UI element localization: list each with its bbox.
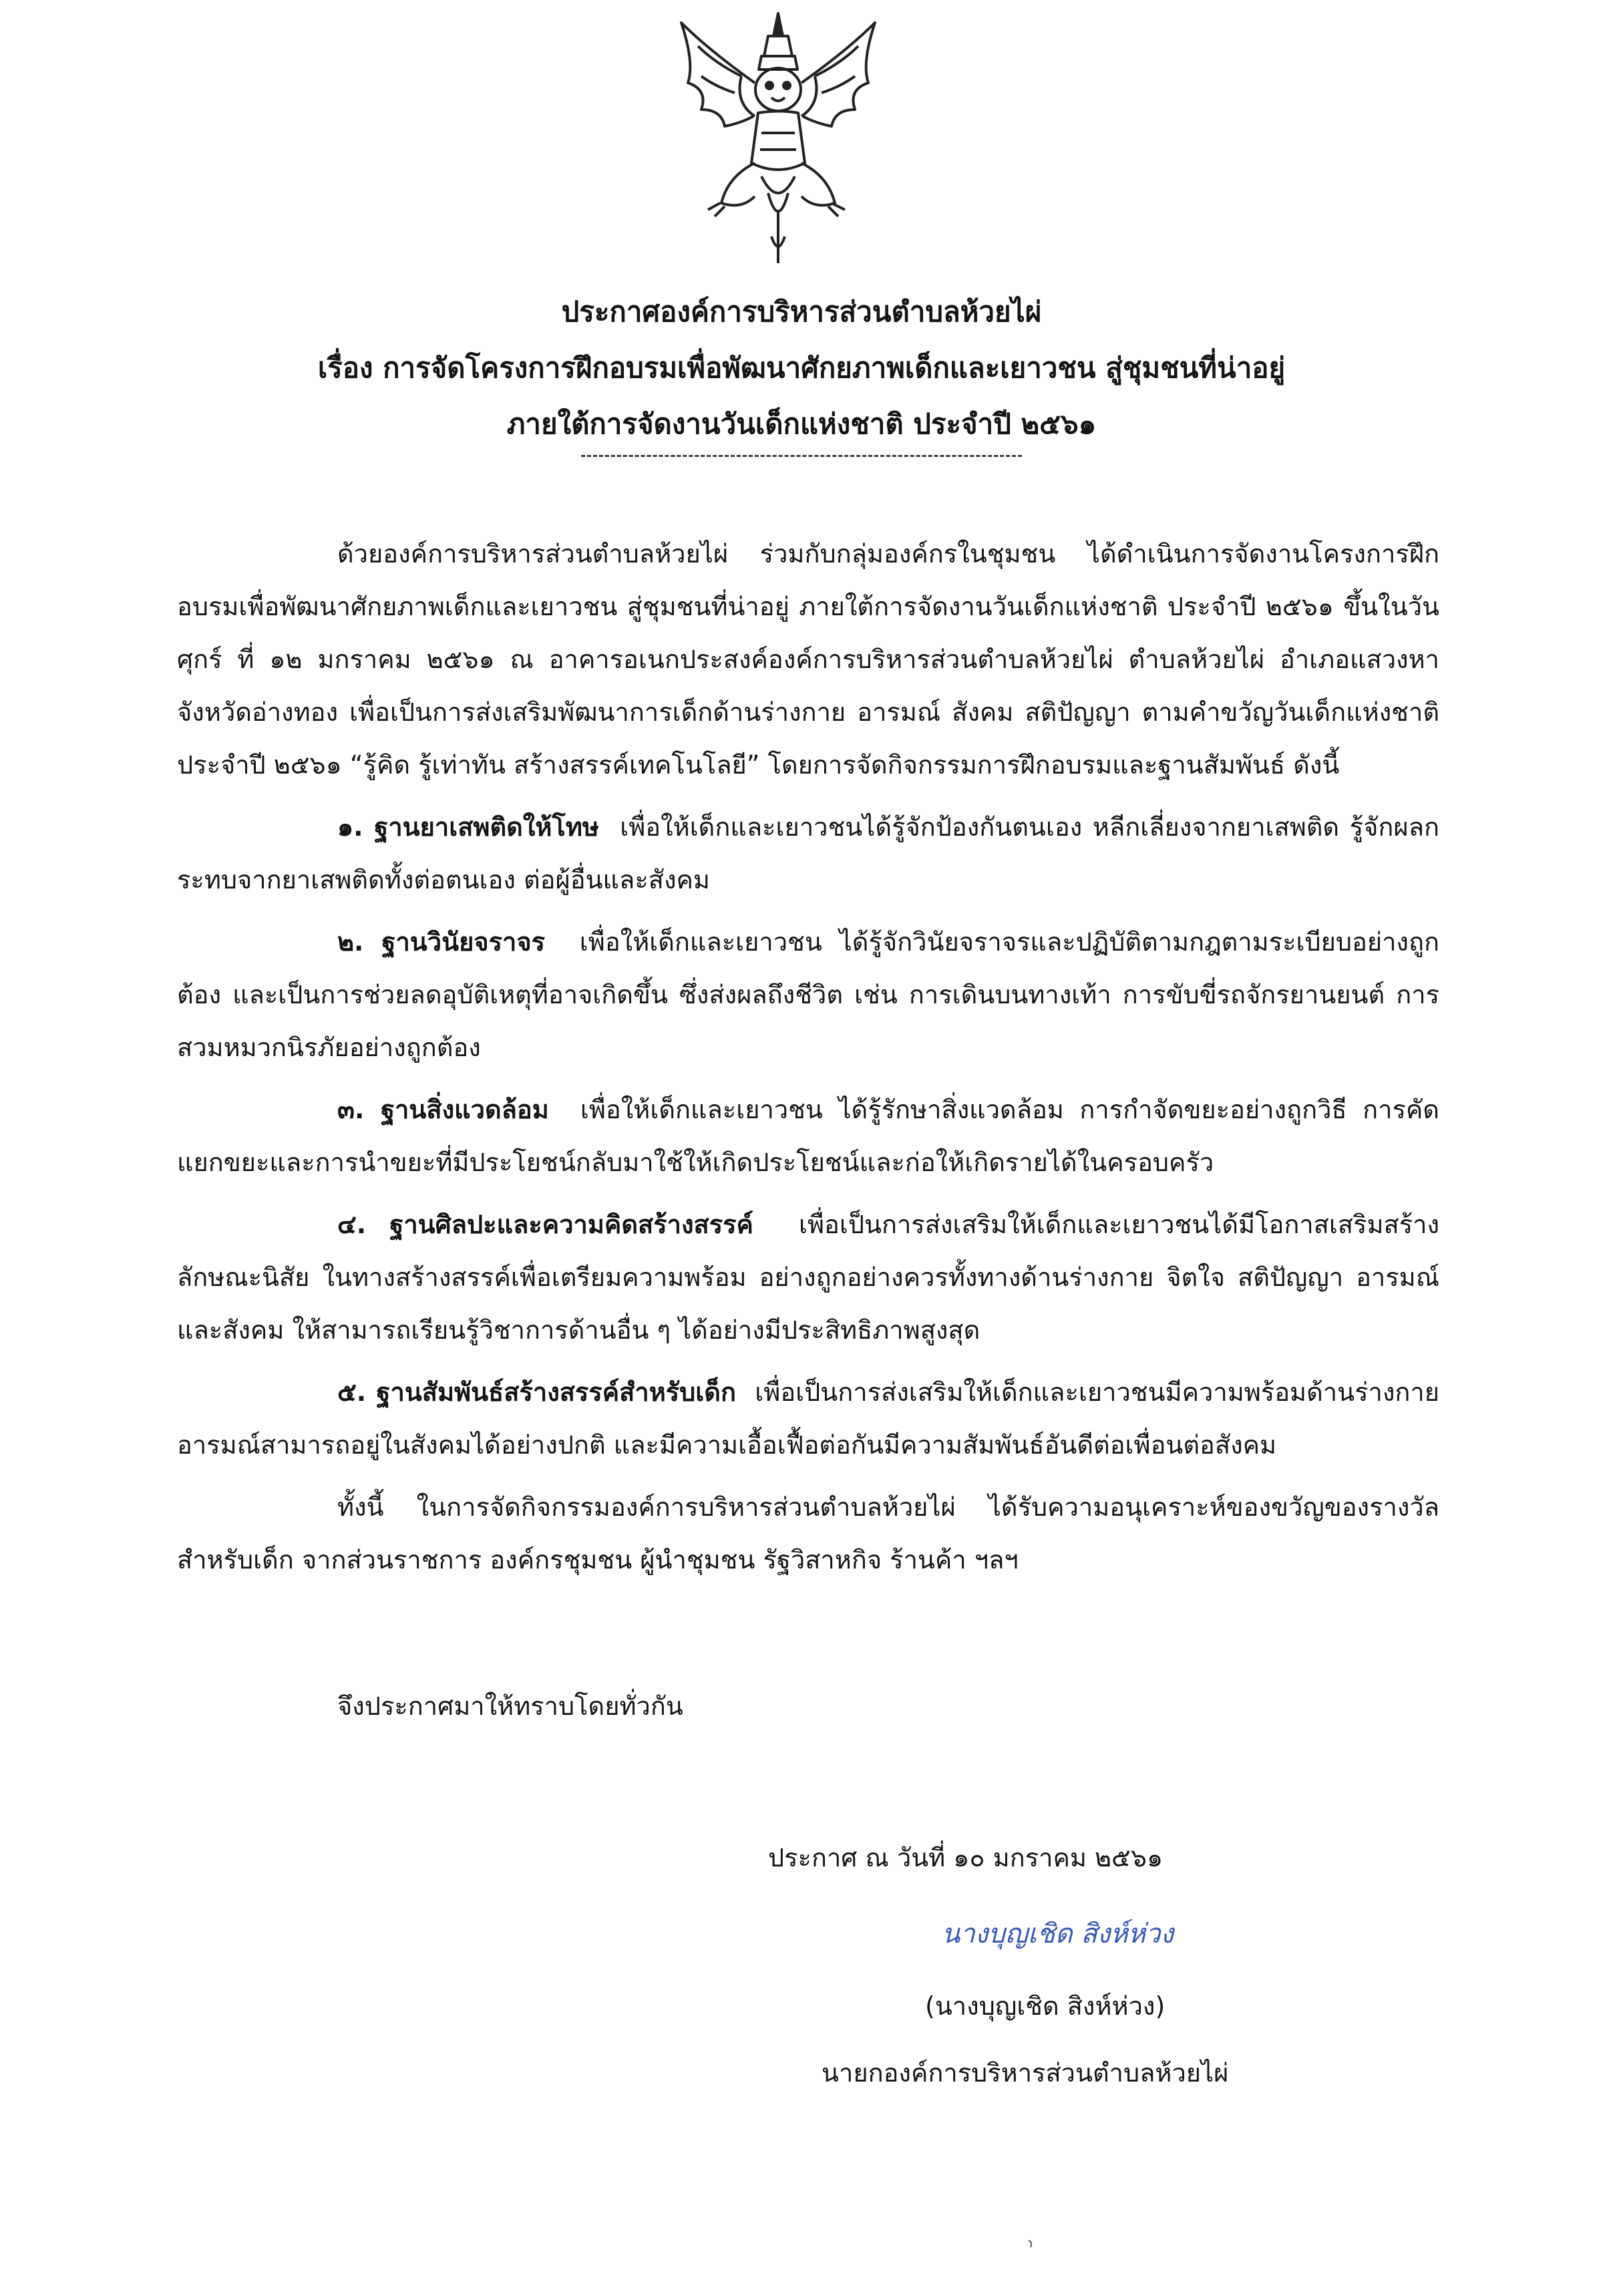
item-text: เพื่อให้เด็กและเยาวชนได้รู้จักป้องกันตนเอง หลีกเลี่ยงจากยาเสพติด รู้จักผลกระทบจากยาเสพติดทั้งต่อตนเอง ต่อผู้อื่นและสังคม bbox=[177, 812, 1439, 894]
list-item bbox=[177, 1366, 1439, 1472]
document-body bbox=[177, 528, 1439, 1733]
title-divider bbox=[581, 455, 1022, 457]
announcement-line: จึงประกาศมาให้ทราบโดยทั่วกัน bbox=[337, 1691, 683, 1721]
item-title: ๔. ฐานศิลปะและความคิดสร้างสรรค์ bbox=[337, 1210, 753, 1239]
item-title: ๑. ฐานยาเสพติดให้โทษ bbox=[337, 812, 599, 842]
item-text: เพื่อให้เด็กและเยาวชน ได้รู้จักวินัยจราจรและปฏิบัติตามกฎตามระเบียบอย่างถูกต้อง และเป็นการช่วยลดอุบัติเหตุที่อาจเกิดขึ้น ซึ่งส่งผลถึงชีวิต เช่น การเดินบนทางเท้า การขับขี่รถจักรยานยนต์ การสวมหมวกนิรภัยอย่างถูกต้อง bbox=[177, 927, 1439, 1062]
title-line-2: เรื่อง การจัดโครงการฝึกอบรมเพื่อพัฒนาศักยภาพเด็กและเยาวชน สู่ชุมชนที่น่าอยู่ bbox=[317, 351, 1286, 384]
item-text: เพื่อให้เด็กและเยาวชน ได้รู้รักษาสิ่งแวดล้อม การกำจัดขยะอย่างถูกวิธี การคัดแยกขยะและการนำขยะที่มีประโยชน์กลับมาใช้ให้เกิดประโยชน์และก่อให้เกิดรายได้ในครอบครัว bbox=[177, 1095, 1439, 1177]
list-item bbox=[177, 916, 1439, 1074]
list-item bbox=[177, 1084, 1439, 1189]
title-line-3: ภายใต้การจัดงานวันเด็กแห่งชาติ ประจำปี ๒๕๖๑ bbox=[506, 407, 1097, 440]
item-title: ๓. ฐานสิ่งแวดล้อม bbox=[337, 1095, 549, 1124]
list-item bbox=[177, 1198, 1439, 1357]
garuda-emblem-icon bbox=[661, 9, 895, 270]
title-line-1: ประกาศองค์การบริหารส่วนตำบลห้วยไผ่ bbox=[561, 295, 1042, 328]
intro-paragraph: ด้วยองค์การบริหารส่วนตำบลห้วยไผ่ ร่วมกับกลุ่มองค์กรในชุมชน ได้ดำเนินการจัดงานโครงการฝึกอบรมเพื่อพัฒนาศักยภาพเด็กและเยาวชน สู่ชุมชนที่น่าอยู่ ภายใต้การจัดงานวันเด็กแห่งชาติ ประจำปี ๒๕๖๑ ขึ้นในวันศุกร์ ที่ ๑๒ มกราคม ๒๕๖๑ ณ อาคารอเนกประสงค์องค์การบริหารส่วนตำบลห้วยไผ่ ตำบลห้วยไผ่ อำเภอแสวงหา จังหวัดอ่างทอง เพื่อเป็นการส่งเสริมพัฒนาการเด็กด้านร่างกาย อารมณ์ สังคม สติปัญญา ตามคำขวัญวันเด็กแห่งชาติ ประจำปี ๒๕๖๑ “รู้คิด รู้เท่าทัน สร้างสรรค์เทคโนโลยี” โดยการจัดกิจกรรมการฝึกอบรมและฐานสัมพันธ์ ดังนี้ bbox=[177, 539, 1439, 780]
item-title: ๕. ฐานสัมพันธ์สร้างสรรค์สำหรับเด็ก bbox=[337, 1377, 736, 1407]
signer-position: นายกองค์การบริหารส่วนตำบลห้วยไผ่ bbox=[822, 2058, 1229, 2088]
document-title bbox=[200, 284, 1403, 457]
item-title: ๒. ฐานวินัยจราจร bbox=[337, 927, 546, 957]
signer-name: (นางบุญเชิด สิงห์ห่วง) bbox=[925, 1991, 1166, 2021]
item-text: เพื่อเป็นการส่งเสริมให้เด็กและเยาวชนมีความพร้อมด้านร่างกาย อารมณ์สามารถอยู่ในสังคมได้อย่างปกติ และมีความเอื้อเฟื้อต่อกันมีความสัมพันธ์อันดีต่อเพื่อนต่อสังคม bbox=[177, 1377, 1439, 1460]
closing-paragraph: ทั้งนี้ ในการจัดกิจกรรมองค์การบริหารส่วนตำบลห้วยไผ่ ได้รับความอนุเคราะห์ของขวัญของรางวัลสำหรับเด็ก จากส่วนราชการ องค์กรชุมชน ผู้นำชุมชน รัฐวิสาหกิจ ร้านค้า ฯลฯ bbox=[177, 1492, 1439, 1575]
list-item bbox=[177, 801, 1439, 907]
date-line: ประกาศ ณ วันที่ ๑๐ มกราคม ๒๕๖๑ bbox=[768, 1843, 1164, 1872]
item-text: เพื่อเป็นการส่งเสริมให้เด็กและเยาวชนได้มีโอกาสเสริมสร้างลักษณะนิสัย ในทางสร้างสรรค์เพื่อเตรียมความพร้อม อย่างถูกอย่างควรทั้งทางด้านร่างกาย จิตใจ สติปัญญา อารมณ์และสังคม ให้สามารถเรียนรู้วิชาการด้านอื่น ๆ ได้อย่างมีประสิทธิภาพสูงสุด bbox=[177, 1210, 1439, 1345]
handwritten-signature: นางบุญเชิด สิงห์ห่วง bbox=[942, 1919, 1174, 1949]
scan-mark-icon bbox=[1027, 2239, 1034, 2249]
